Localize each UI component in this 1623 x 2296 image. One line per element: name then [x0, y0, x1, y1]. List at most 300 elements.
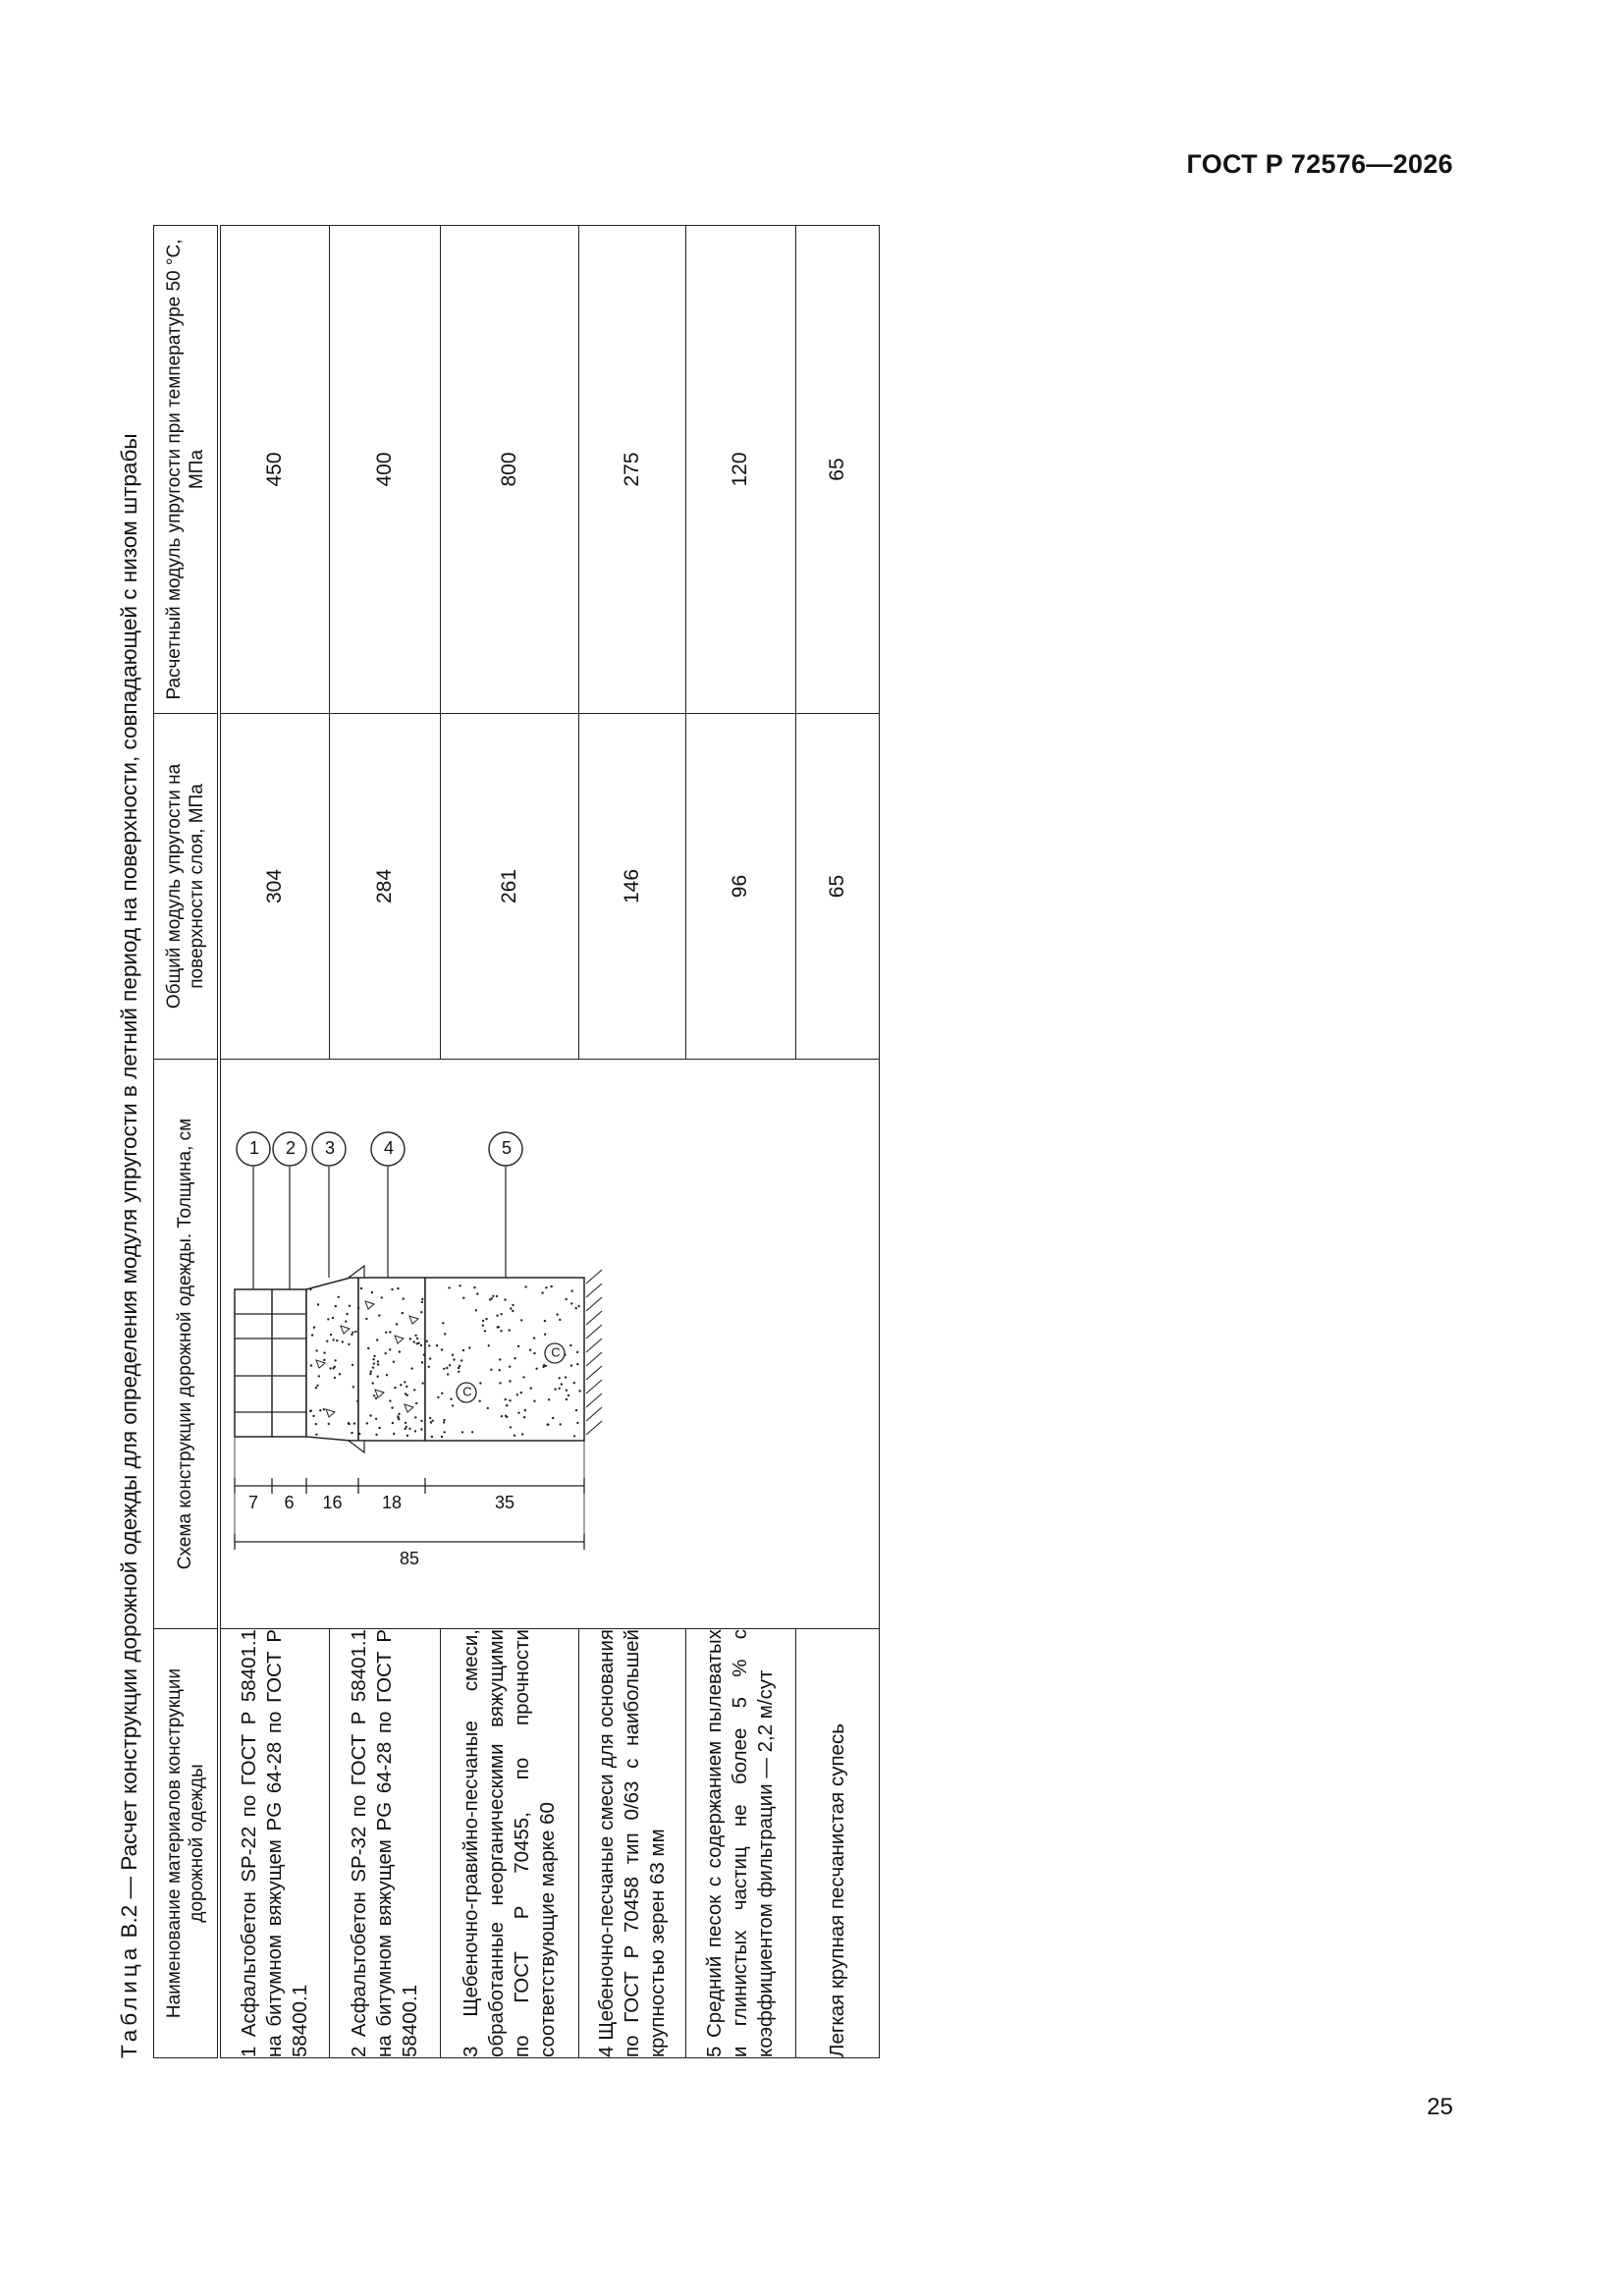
aggregate-dot — [451, 1354, 453, 1356]
aggregate-dot — [542, 1364, 544, 1366]
aggregate-dot — [398, 1413, 400, 1415]
aggregate-dot — [419, 1344, 421, 1346]
aggregate-dot — [572, 1382, 574, 1384]
aggregate-dot — [442, 1421, 444, 1423]
aggregate-dot — [367, 1347, 369, 1349]
aggregate-dot — [441, 1393, 443, 1394]
aggregate-dot — [492, 1295, 494, 1297]
aggregate-dot — [459, 1365, 460, 1367]
aggregate-dot — [427, 1366, 429, 1368]
aggregate-dot — [513, 1435, 514, 1437]
aggregate-dot — [576, 1351, 578, 1353]
aggregate-dot — [514, 1357, 515, 1359]
aggregate-dot — [365, 1318, 367, 1320]
aggregate-dot — [541, 1291, 543, 1293]
aggregate-dot — [448, 1364, 450, 1366]
aggregate-dot — [429, 1417, 431, 1419]
aggregate-dot — [457, 1367, 459, 1369]
aggregate-dot — [462, 1297, 464, 1299]
aggregate-dot — [373, 1355, 375, 1357]
aggregate-dot — [415, 1342, 417, 1344]
aggregate-dot — [389, 1348, 391, 1350]
standard-number: ГОСТ Р 72576—2026 — [1186, 149, 1453, 179]
aggregate-dot — [500, 1415, 502, 1417]
aggregate-dot — [572, 1435, 574, 1437]
aggregate-dot — [558, 1377, 560, 1379]
aggregate-dot — [443, 1368, 445, 1370]
aggregate-dot — [504, 1398, 506, 1400]
aggregate-dot — [512, 1304, 514, 1306]
aggregate-dot — [332, 1339, 334, 1340]
aggregate-dot — [323, 1351, 325, 1353]
caption-text: — Расчет конструкции дорожной одежды для определения модуля упругости в летний период на поверхности, совпадающей с низом штрабы — [117, 433, 141, 1905]
aggregate-dot — [524, 1285, 526, 1287]
aggregate-dot — [521, 1433, 523, 1435]
aggregate-dot — [356, 1400, 358, 1402]
total-modulus-value: 65 — [796, 714, 880, 1060]
aggregate-dot — [310, 1334, 312, 1336]
material-name: Легкая крупная песчанистая супесь — [796, 1629, 880, 2058]
aggregate-dot — [374, 1418, 376, 1420]
aggregate-dot — [356, 1307, 358, 1309]
aggregate-dot — [429, 1421, 431, 1423]
aggregate-dot — [500, 1330, 502, 1332]
aggregate-dot — [476, 1292, 478, 1294]
aggregate-dot — [498, 1369, 500, 1371]
aggregate-dot — [533, 1400, 535, 1402]
header-design-modulus: Расчетный модуль упругости при температуре 50 °С, МПа — [154, 226, 219, 714]
aggregate-dot — [504, 1298, 506, 1300]
material-name: 3 Щебеночно-гравийно-песчаные смеси, обработанные неорганическими вяжущими по ГОСТ Р 70455, по прочности соответствующие марке 60 — [440, 1629, 578, 2058]
aggregate-dot — [443, 1419, 445, 1421]
callout-number: 4 — [383, 1137, 394, 1158]
aggregate-dot — [451, 1404, 453, 1406]
aggregate-dot — [348, 1343, 350, 1345]
aggregate-dot — [509, 1366, 511, 1368]
dimension-label: 18 — [381, 1492, 402, 1512]
aggregate-dot — [490, 1369, 492, 1371]
aggregate-dot — [478, 1400, 480, 1402]
callout-number: 3 — [324, 1137, 335, 1158]
aggregate-dot — [485, 1318, 487, 1320]
aggregate-dot — [509, 1399, 511, 1401]
aggregate-dot — [474, 1309, 476, 1311]
aggregate-dot — [564, 1376, 566, 1378]
aggregate-dot — [401, 1312, 403, 1314]
aggregate-dot — [512, 1310, 514, 1312]
aggregate-dot — [428, 1344, 430, 1346]
aggregate-dot — [421, 1298, 423, 1300]
subgrade-hatch — [586, 1270, 602, 1284]
aggregate-dot — [440, 1348, 442, 1350]
aggregate-dot — [443, 1431, 445, 1433]
aggregate-dot — [391, 1288, 393, 1290]
aggregate-dot — [483, 1330, 485, 1332]
aggregate-dot — [394, 1387, 396, 1389]
layers-table — [153, 225, 880, 2058]
aggregate-dot — [376, 1339, 378, 1340]
aggregate-dot — [337, 1296, 339, 1298]
aggregate-dot — [391, 1406, 393, 1408]
sand-symbol: С — [461, 1384, 472, 1399]
aggregate-dot — [486, 1407, 488, 1409]
aggregate-dot — [440, 1436, 442, 1438]
aggregate-dot — [488, 1298, 490, 1300]
aggregate-dot — [552, 1417, 554, 1419]
subgrade-hatch — [586, 1325, 602, 1339]
aggregate-dot — [532, 1337, 534, 1339]
aggregate-dot — [317, 1375, 319, 1377]
aggregate-dot — [421, 1382, 423, 1384]
aggregate-dot — [378, 1427, 380, 1429]
dimension-label: 16 — [321, 1492, 343, 1512]
callout-number: 5 — [501, 1137, 512, 1158]
aggregate-dot — [550, 1285, 552, 1287]
aggregate-dot — [376, 1376, 378, 1378]
aggregate-dot — [371, 1382, 373, 1384]
aggregate-dot — [371, 1366, 373, 1368]
aggregate-dot — [348, 1305, 350, 1307]
aggregate-dot — [560, 1383, 562, 1385]
dimension-label: 7 — [247, 1492, 258, 1512]
aggregate-dot — [374, 1397, 376, 1399]
aggregate-dot — [447, 1373, 449, 1375]
aggregate-dot — [535, 1368, 537, 1370]
aggregate-dot — [341, 1340, 343, 1342]
aggregate-dot — [402, 1297, 404, 1299]
aggregate-dot — [404, 1428, 406, 1430]
callout-number: 2 — [285, 1137, 296, 1158]
design-modulus-value: 800 — [440, 226, 578, 714]
aggregate-dot — [533, 1352, 535, 1354]
aggregate-dot — [461, 1349, 463, 1351]
aggregate-dot — [468, 1346, 470, 1348]
aggregate-dot — [316, 1303, 318, 1305]
aggregate-dot — [437, 1396, 439, 1398]
caption-number: В.2 — [117, 1904, 141, 1939]
aggregate-dot — [508, 1329, 510, 1331]
subgrade-hatch — [586, 1284, 602, 1297]
subgrade-hatch — [586, 1380, 602, 1394]
aggregate-dot — [397, 1287, 399, 1289]
aggregate-dot — [392, 1361, 394, 1363]
aggregate-dot — [372, 1358, 374, 1360]
aggregate-dot — [351, 1334, 352, 1336]
aggregate-dot — [574, 1409, 576, 1411]
rotated-table-area — [108, 226, 884, 2058]
aggregate-dot — [574, 1307, 576, 1309]
aggregate-dot — [332, 1367, 334, 1369]
design-modulus-value: 65 — [796, 226, 880, 714]
aggregate-dot — [365, 1422, 367, 1424]
total-modulus-value: 96 — [685, 714, 796, 1060]
aggregate-dot — [359, 1287, 361, 1289]
aggregate-dot — [556, 1313, 558, 1315]
aggregate-dot — [309, 1288, 311, 1290]
total-modulus-value: 284 — [329, 714, 440, 1060]
aggregate-dot — [543, 1334, 545, 1336]
aggregate-dot — [570, 1289, 572, 1291]
aggregate-dot — [496, 1326, 498, 1328]
aggregate-dot — [331, 1317, 333, 1319]
aggregate-dot — [567, 1394, 568, 1396]
aggregate-dot — [569, 1364, 571, 1366]
table-row — [219, 226, 330, 2058]
aggregate-dot — [565, 1298, 567, 1300]
aggregate-dot — [565, 1398, 567, 1400]
aggregate-dot — [408, 1428, 410, 1430]
aggregate-dot — [420, 1428, 422, 1430]
aggregate-dot — [358, 1433, 360, 1435]
aggregate-dot — [314, 1423, 316, 1425]
aggregate-dot — [458, 1371, 460, 1373]
total-modulus-value: 304 — [219, 714, 330, 1060]
aggregate-dot — [473, 1286, 475, 1288]
aggregate-dot — [547, 1398, 549, 1400]
aggregate-dot — [315, 1434, 317, 1436]
aggregate-dot — [420, 1420, 422, 1422]
aggregate-dot — [315, 1349, 317, 1351]
aggregate-dot — [327, 1423, 329, 1425]
aggregate-dot — [504, 1415, 506, 1417]
aggregate-dot — [329, 1367, 331, 1369]
aggregate-dot — [376, 1360, 378, 1362]
material-name: 1 Асфальтобетон SP-22 по ГОСТ Р 58401.1 на битумном вяжущем PG 64-28 по ГОСТ Р 58400.1 — [219, 1629, 330, 2058]
aggregate-dot — [412, 1340, 414, 1342]
aggregate-dot — [389, 1399, 391, 1401]
aggregate-dot — [569, 1344, 571, 1346]
aggregate-dot — [470, 1431, 472, 1433]
aggregate-dot — [415, 1338, 417, 1339]
aggregate-dot — [528, 1349, 530, 1351]
subgrade-hatch — [586, 1421, 602, 1435]
aggregate-dot — [509, 1380, 511, 1382]
aggregate-dot — [420, 1301, 422, 1303]
aggregate-dot — [338, 1373, 340, 1375]
design-modulus-value: 120 — [685, 226, 796, 714]
aggregate-dot — [570, 1302, 572, 1304]
aggregate-dot — [410, 1367, 412, 1369]
subgrade-hatch — [586, 1311, 602, 1325]
aggregate-dot — [414, 1335, 416, 1337]
aggregate-dot — [479, 1382, 481, 1384]
aggregate-dot — [391, 1422, 393, 1424]
aggregate-dot — [495, 1295, 497, 1297]
pavement-schema — [219, 1060, 880, 1629]
aggregate-dot — [309, 1409, 311, 1411]
aggregate-dot — [319, 1409, 321, 1411]
aggregate-dot — [506, 1404, 508, 1406]
aggregate-dot — [346, 1313, 348, 1315]
design-modulus-value: 450 — [219, 226, 330, 714]
aggregate-dot — [389, 1331, 391, 1333]
header-total-modulus: Общий модуль упругости на поверхности слоя, МПа — [154, 714, 219, 1060]
header-materials: Наименование материалов конструкции дорожной одежды — [154, 1629, 219, 2058]
aggregate-dot — [352, 1332, 353, 1334]
aggregate-dot — [515, 1394, 517, 1395]
aggregate-dot — [522, 1416, 524, 1418]
aggregate-dot — [453, 1358, 455, 1360]
aggregate-dot — [351, 1432, 352, 1434]
aggregate-dot — [398, 1350, 400, 1352]
aggregate-dot — [499, 1358, 501, 1360]
aggregate-dot — [414, 1416, 416, 1418]
aggregate-dot — [369, 1373, 371, 1375]
aggregate-dot — [450, 1398, 452, 1400]
aggregate-dot — [413, 1430, 415, 1432]
aggregate-dot — [444, 1333, 446, 1335]
aggregate-dot — [404, 1422, 406, 1424]
aggregate-dot — [523, 1409, 525, 1411]
aggregate-dot — [384, 1352, 386, 1354]
header-schema: Схема конструкции дорожной одежды. Толщина, см — [154, 1060, 219, 1629]
aggregate-dot — [334, 1359, 336, 1361]
aggregate-dot — [547, 1424, 549, 1426]
aggregate-dot — [510, 1307, 512, 1309]
aggregate-dot — [578, 1390, 580, 1392]
aggregate-dot — [425, 1340, 427, 1342]
aggregate-dot — [431, 1420, 433, 1422]
aggregate-dot — [323, 1359, 325, 1361]
aggregate-dot — [400, 1384, 402, 1386]
design-modulus-value: 275 — [578, 226, 685, 714]
aggregate-dot — [500, 1313, 502, 1315]
aggregate-dot — [559, 1319, 561, 1321]
aggregate-dot — [408, 1338, 410, 1339]
aggregate-dot — [385, 1332, 387, 1334]
page-number: 25 — [1427, 2094, 1453, 2120]
aggregate-dot — [459, 1285, 460, 1286]
dimension-label: 35 — [494, 1492, 514, 1512]
aggregate-dot — [322, 1408, 324, 1410]
aggregate-dot — [312, 1327, 314, 1329]
aggregate-dot — [385, 1374, 387, 1376]
aggregate-dot — [336, 1339, 338, 1341]
aggregate-dot — [345, 1320, 347, 1322]
aggregate-dot — [406, 1386, 407, 1388]
aggregate-dot — [519, 1392, 521, 1394]
aggregate-dot — [565, 1390, 567, 1392]
aggregate-dot — [395, 1323, 397, 1325]
aggregate-dot — [316, 1385, 318, 1387]
aggregate-dot — [576, 1422, 578, 1424]
aggregate-dot — [348, 1423, 350, 1425]
shoulder-notch — [349, 1266, 364, 1278]
subgrade-hatch — [586, 1339, 602, 1352]
asphalt-layers — [235, 1289, 306, 1437]
aggregate-dot — [428, 1357, 430, 1359]
aggregate-dot — [509, 1426, 511, 1428]
material-name: 4 Щебеночно-песчаные смеси для основания по ГОСТ Р 70458 тип 0/63 с наибольшей крупностью зерен 63 мм — [578, 1629, 685, 2058]
aggregate-dot — [420, 1311, 422, 1313]
aggregate-dot — [370, 1291, 372, 1293]
aggregate-dot — [543, 1320, 545, 1322]
aggregate-dot — [460, 1431, 462, 1433]
aggregate-dot — [481, 1325, 483, 1327]
aggregate-dot — [404, 1381, 406, 1383]
aggregate-dot — [446, 1367, 448, 1369]
aggregate-dot — [577, 1305, 579, 1307]
aggregate-dot — [520, 1319, 522, 1321]
aggregate-dot — [393, 1433, 395, 1435]
subgrade-hatch — [586, 1366, 602, 1380]
aggregate-dot — [442, 1322, 444, 1324]
shoulder-notch — [349, 1441, 364, 1452]
aggregate-dot — [354, 1331, 356, 1333]
aggregate-dot — [352, 1386, 353, 1388]
aggregate-dot — [516, 1345, 518, 1347]
aggregate-dot — [487, 1344, 489, 1346]
aggregate-dot — [522, 1376, 524, 1378]
total-modulus-value: 261 — [440, 714, 578, 1060]
dimension-label: 6 — [283, 1492, 295, 1512]
aggregate-dot — [372, 1362, 374, 1364]
aggregate-dot — [404, 1393, 406, 1394]
aggregate-dot — [312, 1415, 314, 1417]
aggregate-dot — [430, 1436, 432, 1438]
aggregate-dot — [499, 1382, 501, 1384]
aggregate-dot — [369, 1414, 371, 1416]
total-modulus-value: 146 — [578, 714, 685, 1060]
aggregate-dot — [372, 1394, 374, 1396]
aggregate-dot — [369, 1371, 371, 1373]
sand-symbol: С — [550, 1344, 561, 1360]
aggregate-dot — [309, 1364, 311, 1366]
aggregate-dot — [326, 1340, 328, 1342]
aggregate-dot — [496, 1315, 498, 1317]
subgrade-hatch — [586, 1297, 602, 1311]
aggregate-dot — [559, 1423, 561, 1425]
aggregate-dot — [375, 1434, 377, 1436]
material-name: 5 Средний песок с содержанием пылеватых и глинистых частиц не более 5 % с коэффициентом фильтрации — 2,2 м/сут — [685, 1629, 796, 2058]
aggregate-dot — [517, 1412, 519, 1414]
callout-number: 1 — [248, 1137, 259, 1158]
aggregate-dot — [481, 1320, 483, 1322]
aggregate-dot — [406, 1435, 407, 1437]
pavement-schema-drawing — [221, 1061, 878, 1628]
aggregate-dot — [545, 1286, 547, 1288]
aggregate-dot — [558, 1388, 560, 1390]
subgrade-hatch — [586, 1407, 602, 1421]
material-name: 2 Асфальтобетон SP-32 по ГОСТ Р 58401.1 на битумном вяжущем PG 64-28 по ГОСТ Р 58400.1 — [329, 1629, 440, 2058]
aggregate-dot — [327, 1318, 329, 1320]
subgrade-hatch — [586, 1352, 602, 1366]
aggregate-dot — [420, 1361, 422, 1363]
aggregate-dot — [329, 1334, 331, 1336]
aggregate-dot — [415, 1402, 417, 1404]
aggregate-dot — [576, 1363, 578, 1365]
aggregate-dot — [398, 1418, 400, 1420]
table-caption — [108, 226, 151, 2058]
aggregate-dot — [460, 1359, 462, 1361]
aggregate-dot — [413, 1389, 415, 1391]
aggregate-dot — [380, 1296, 382, 1298]
aggregate-dot — [554, 1389, 556, 1391]
aggregate-dot — [352, 1422, 354, 1424]
aggregate-dot — [334, 1305, 336, 1307]
design-modulus-value: 400 — [329, 226, 440, 714]
caption-prefix: Таблица — [117, 1943, 141, 2058]
subgrade-hatch — [586, 1394, 602, 1407]
aggregate-dot — [448, 1286, 450, 1288]
aggregate-dot — [529, 1387, 531, 1389]
aggregate-dot — [376, 1363, 378, 1365]
aggregate-dot — [314, 1387, 316, 1389]
aggregate-dot — [351, 1364, 352, 1366]
total-dimension-label: 85 — [399, 1548, 419, 1568]
aggregate-dot — [378, 1314, 380, 1316]
aggregate-dot — [397, 1415, 399, 1417]
